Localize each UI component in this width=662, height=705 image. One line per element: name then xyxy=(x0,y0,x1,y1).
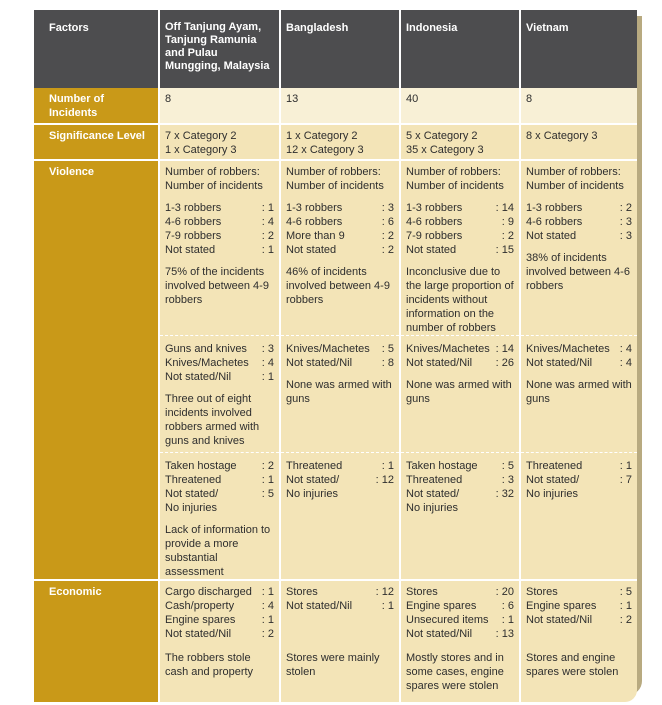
robbers-entry-label: 1-3 robbers xyxy=(286,202,343,214)
economic-entry xyxy=(406,627,514,641)
incidents-bangladesh: 13 xyxy=(280,88,400,124)
robbers-entry-label: 7-9 robbers xyxy=(406,230,463,242)
violence-row xyxy=(34,160,637,580)
weapons-entry xyxy=(165,356,274,370)
economic-malaysia xyxy=(159,580,280,702)
significance-line: 1 x Category 3 xyxy=(165,144,237,156)
treatment-entry xyxy=(165,459,274,473)
weapons-entry xyxy=(165,342,274,356)
robbers-header-line: Number of incidents xyxy=(286,180,384,192)
significance-line: 7 x Category 2 xyxy=(165,130,237,142)
treatment-entry xyxy=(286,487,394,501)
robbers-entry-count: : 2 xyxy=(619,202,632,214)
economic-note: Stores and engine spares were stolen xyxy=(526,652,619,678)
treatment-entry-label: Not stated/ xyxy=(165,488,219,500)
economic-entry-label: Stores xyxy=(286,586,318,598)
robbers-section xyxy=(401,165,519,335)
economic-entry-count: : 4 xyxy=(261,600,274,612)
treatment-entry-count: : 5 xyxy=(261,488,274,500)
incidents-vietnam: 8 xyxy=(520,88,637,124)
treatment-entry-count: : 3 xyxy=(501,474,514,486)
weapons-entry-count: : 4 xyxy=(619,343,632,355)
robbers-entry xyxy=(526,215,632,229)
economic-entry-count: : 12 xyxy=(375,586,394,598)
economic-entry-label: Unsecured items xyxy=(406,614,489,626)
robbers-entry-label: 1-3 robbers xyxy=(165,202,222,214)
weapons-entry-label: Knives/Machetes xyxy=(165,357,249,369)
header-bangladesh: Bangladesh xyxy=(280,10,400,88)
economic-entry-count: : 2 xyxy=(261,628,274,640)
economic-entry-count: : 1 xyxy=(261,614,274,626)
treatment-entry xyxy=(406,473,514,487)
robbers-header-line: Number of robbers: xyxy=(406,166,501,178)
robbers-entry xyxy=(286,243,394,257)
robbers-entry xyxy=(165,201,274,215)
robbers-entry xyxy=(406,215,514,229)
weapons-section xyxy=(160,335,279,452)
weapons-entry xyxy=(526,356,632,370)
robbers-entry-label: 7-9 robbers xyxy=(165,230,222,242)
robbers-entry-label: Not stated xyxy=(526,230,577,242)
economic-entry xyxy=(526,599,632,613)
robbers-entry-count: : 2 xyxy=(261,230,274,242)
robbers-header-line: Number of robbers: xyxy=(165,166,260,178)
economic-note: The robbers stole cash and property xyxy=(165,652,254,678)
robbers-header-line: Number of incidents xyxy=(165,180,263,192)
significance-line: 8 x Category 3 xyxy=(526,130,598,142)
header-malaysia: Off Tanjung Ayam, Tanjung Ramunia and Pulau Mungging, Malaysia xyxy=(159,10,280,88)
robbers-entry-label: 1-3 robbers xyxy=(406,202,463,214)
robbers-entry-count: : 6 xyxy=(381,216,394,228)
significance-indonesia xyxy=(400,124,520,160)
economic-row xyxy=(34,580,637,702)
weapons-entry-label: Knives/Machetes xyxy=(406,343,490,355)
economic-bangladesh xyxy=(280,580,400,702)
header-row xyxy=(34,10,637,88)
economic-entry-label: Engine spares xyxy=(165,614,236,626)
incidents-row xyxy=(34,88,637,124)
header-factors: Factors xyxy=(34,10,159,88)
economic-entry xyxy=(165,627,274,641)
weapons-entry xyxy=(286,356,394,370)
weapons-entry-count: : 5 xyxy=(381,343,394,355)
treatment-entry xyxy=(406,459,514,473)
treatment-entry xyxy=(526,459,632,473)
treatment-entry-count: : 1 xyxy=(261,474,274,486)
violence-bangladesh xyxy=(280,160,400,580)
incident-comparison-table xyxy=(34,10,637,702)
treatment-entry-label: Not stated/ xyxy=(286,474,340,486)
treatment-entry-label: No injuries xyxy=(526,488,578,500)
robbers-header-line: Number of incidents xyxy=(526,180,624,192)
weapons-section xyxy=(401,335,519,452)
robbers-entry-count: : 15 xyxy=(495,244,514,256)
treatment-entry-label: No injuries xyxy=(165,502,217,514)
economic-entry xyxy=(526,613,632,627)
economic-entry xyxy=(165,585,274,599)
significance-vietnam xyxy=(520,124,637,160)
robbers-entry xyxy=(165,243,274,257)
economic-entry-label: Stores xyxy=(526,586,558,598)
header-vietnam: Vietnam xyxy=(520,10,637,88)
robbers-entry-count: : 3 xyxy=(381,202,394,214)
robbers-entry-count: : 14 xyxy=(495,202,514,214)
treatment-entry-label: Threatened xyxy=(165,474,222,486)
significance-malaysia xyxy=(159,124,280,160)
robbers-header-line: Number of incidents xyxy=(406,180,504,192)
economic-entry-count: : 20 xyxy=(495,586,514,598)
economic-entry xyxy=(165,599,274,613)
weapons-note: None was armed with guns xyxy=(406,379,512,405)
robbers-entry-label: Not stated xyxy=(406,244,457,256)
significance-line: 1 x Category 2 xyxy=(286,130,358,142)
economic-entry xyxy=(406,599,514,613)
treatment-entry-count: : 1 xyxy=(381,460,394,472)
economic-entry xyxy=(406,613,514,627)
economic-entry-label: Cash/property xyxy=(165,600,235,612)
economic-entry-label: Not stated/Nil xyxy=(406,628,473,640)
weapons-entry xyxy=(526,342,632,356)
economic-entry-label: Engine spares xyxy=(526,600,597,612)
economic-label: Economic xyxy=(34,580,159,702)
robbers-section xyxy=(160,165,279,335)
weapons-entry-count: : 8 xyxy=(381,357,394,369)
weapons-entry xyxy=(165,370,274,384)
economic-entry-label: Not stated/Nil xyxy=(286,600,353,612)
robbers-entry-label: Not stated xyxy=(286,244,337,256)
robbers-entry xyxy=(406,229,514,243)
violence-label: Violence xyxy=(34,160,159,580)
economic-entry-count: : 1 xyxy=(619,600,632,612)
economic-section xyxy=(401,585,519,651)
robbers-entry-label: 4-6 robbers xyxy=(165,216,222,228)
significance-row xyxy=(34,124,637,160)
economic-entry-label: Not stated/Nil xyxy=(526,614,593,626)
treatment-entry-label: No injuries xyxy=(406,502,458,514)
robbers-entry-count: : 2 xyxy=(501,230,514,242)
violence-malaysia xyxy=(159,160,280,580)
robbers-entry-label: Not stated xyxy=(165,244,216,256)
robbers-note: 46% of incidents involved between 4-9 robbers xyxy=(286,266,390,306)
weapons-entry-label: Knives/Machetes xyxy=(526,343,610,355)
weapons-entry-label: Not stated/Nil xyxy=(406,357,473,369)
robbers-entry xyxy=(286,201,394,215)
weapons-entry-count: : 26 xyxy=(495,357,514,369)
robbers-entry-count: : 1 xyxy=(261,244,274,256)
economic-entry xyxy=(165,613,274,627)
treatment-entry-count: : 2 xyxy=(261,460,274,472)
robbers-entry xyxy=(165,229,274,243)
robbers-entry-label: 4-6 robbers xyxy=(406,216,463,228)
robbers-entry-count: : 2 xyxy=(381,230,394,242)
robbers-entry xyxy=(526,229,632,243)
economic-section xyxy=(160,585,279,651)
significance-line: 12 x Category 3 xyxy=(286,144,364,156)
weapons-entry-count: : 4 xyxy=(261,357,274,369)
weapons-entry xyxy=(286,342,394,356)
weapons-entry-label: Not stated/Nil xyxy=(526,357,593,369)
weapons-entry-label: Knives/Machetes xyxy=(286,343,370,355)
treatment-entry-label: Threatened xyxy=(406,474,463,486)
robbers-entry-count: : 1 xyxy=(261,202,274,214)
economic-entry xyxy=(286,599,394,613)
weapons-section xyxy=(281,335,399,452)
weapons-entry-count: : 3 xyxy=(261,343,274,355)
robbers-section xyxy=(281,165,399,335)
header-indonesia: Indonesia xyxy=(400,10,520,88)
treatment-section xyxy=(401,452,519,523)
economic-entry-count: : 1 xyxy=(261,586,274,598)
treatment-entry xyxy=(526,473,632,487)
economic-entry xyxy=(286,585,394,599)
robbers-entry xyxy=(165,215,274,229)
weapons-entry xyxy=(406,342,514,356)
treatment-entry xyxy=(165,473,274,487)
robbers-note: 75% of the incidents involved between 4-9 robbers xyxy=(165,266,269,306)
robbers-note: Inconclusive due to the large proportion of incidents without information on the number of robbers xyxy=(406,266,514,334)
weapons-entry xyxy=(406,356,514,370)
treatment-entry-label: Taken hostage xyxy=(406,460,478,472)
robbers-entry xyxy=(526,201,632,215)
robbers-entry-count: : 3 xyxy=(619,216,632,228)
robbers-section xyxy=(521,165,637,335)
robbers-entry-label: More than 9 xyxy=(286,230,345,242)
economic-entry-count: : 6 xyxy=(501,600,514,612)
treatment-section xyxy=(160,452,279,579)
economic-entry-count: : 2 xyxy=(619,614,632,626)
economic-note: Stores were mainly stolen xyxy=(286,652,380,678)
treatment-entry xyxy=(526,487,632,501)
economic-entry-label: Stores xyxy=(406,586,438,598)
economic-section xyxy=(521,585,637,651)
treatment-entry xyxy=(286,459,394,473)
economic-entry-count: : 5 xyxy=(619,586,632,598)
treatment-section xyxy=(521,452,637,509)
treatment-entry-count: : 7 xyxy=(619,474,632,486)
economic-entry-label: Not stated/Nil xyxy=(165,628,232,640)
weapons-entry-count: : 1 xyxy=(261,371,274,383)
treatment-entry-label: Taken hostage xyxy=(165,460,237,472)
weapons-entry-count: : 14 xyxy=(495,343,514,355)
significance-bangladesh xyxy=(280,124,400,160)
treatment-entry xyxy=(165,487,274,501)
economic-entry-label: Engine spares xyxy=(406,600,477,612)
treatment-entry-label: Threatened xyxy=(286,460,343,472)
treatment-entry-label: Threatened xyxy=(526,460,583,472)
treatment-entry xyxy=(406,501,514,515)
robbers-note: 38% of incidents involved between 4-6 robbers xyxy=(526,252,630,292)
treatment-entry-count: : 5 xyxy=(501,460,514,472)
treatment-section xyxy=(281,452,399,509)
robbers-entry xyxy=(406,201,514,215)
robbers-entry-count: : 2 xyxy=(381,244,394,256)
economic-note: Mostly stores and in some cases, engine spares were stolen xyxy=(406,652,504,692)
treatment-entry-count: : 12 xyxy=(375,474,394,486)
incidents-indonesia: 40 xyxy=(400,88,520,124)
economic-section xyxy=(281,585,399,651)
weapons-section xyxy=(521,335,637,452)
economic-entry xyxy=(406,585,514,599)
economic-entry-label: Cargo discharged xyxy=(165,586,252,598)
weapons-entry-count: : 4 xyxy=(619,357,632,369)
weapons-note: None was armed with guns xyxy=(526,379,632,405)
treatment-entry xyxy=(406,487,514,501)
treatment-entry-label: Not stated/ xyxy=(526,474,580,486)
treatment-entry-label: Not stated/ xyxy=(406,488,460,500)
treatment-entry-count: : 1 xyxy=(619,460,632,472)
economic-entry xyxy=(526,585,632,599)
treatment-note: Lack of information to provide a more substantial assessment xyxy=(165,524,271,578)
economic-indonesia xyxy=(400,580,520,702)
economic-entry-count: : 13 xyxy=(495,628,514,640)
robbers-header-line: Number of robbers: xyxy=(526,166,621,178)
significance-line: 5 x Category 2 xyxy=(406,130,478,142)
weapons-entry-label: Not stated/Nil xyxy=(165,371,232,383)
robbers-entry-count: : 3 xyxy=(619,230,632,242)
robbers-entry xyxy=(286,215,394,229)
weapons-entry-label: Guns and knives xyxy=(165,343,247,355)
robbers-entry-count: : 9 xyxy=(501,216,514,228)
weapons-note: Three out of eight incidents involved robbers armed with guns and knives xyxy=(165,393,260,447)
treatment-entry xyxy=(286,473,394,487)
significance-line: 35 x Category 3 xyxy=(406,144,484,156)
robbers-entry xyxy=(406,243,514,257)
violence-indonesia xyxy=(400,160,520,580)
treatment-entry-label: No injuries xyxy=(286,488,338,500)
significance-label: Significance Level xyxy=(34,124,159,160)
treatment-entry xyxy=(165,501,274,515)
robbers-header-line: Number of robbers: xyxy=(286,166,381,178)
weapons-entry-label: Not stated/Nil xyxy=(286,357,353,369)
robbers-entry-label: 4-6 robbers xyxy=(286,216,343,228)
robbers-entry-label: 1-3 robbers xyxy=(526,202,583,214)
weapons-note: None was armed with guns xyxy=(286,379,392,405)
robbers-entry-label: 4-6 robbers xyxy=(526,216,583,228)
robbers-entry-count: : 4 xyxy=(261,216,274,228)
treatment-entry-count: : 32 xyxy=(495,488,514,500)
economic-entry-count: : 1 xyxy=(381,600,394,612)
incidents-label: Number of Incidents xyxy=(34,88,159,124)
economic-entry-count: : 1 xyxy=(501,614,514,626)
economic-vietnam xyxy=(520,580,637,702)
violence-vietnam xyxy=(520,160,637,580)
incidents-malaysia: 8 xyxy=(159,88,280,124)
robbers-entry xyxy=(286,229,394,243)
